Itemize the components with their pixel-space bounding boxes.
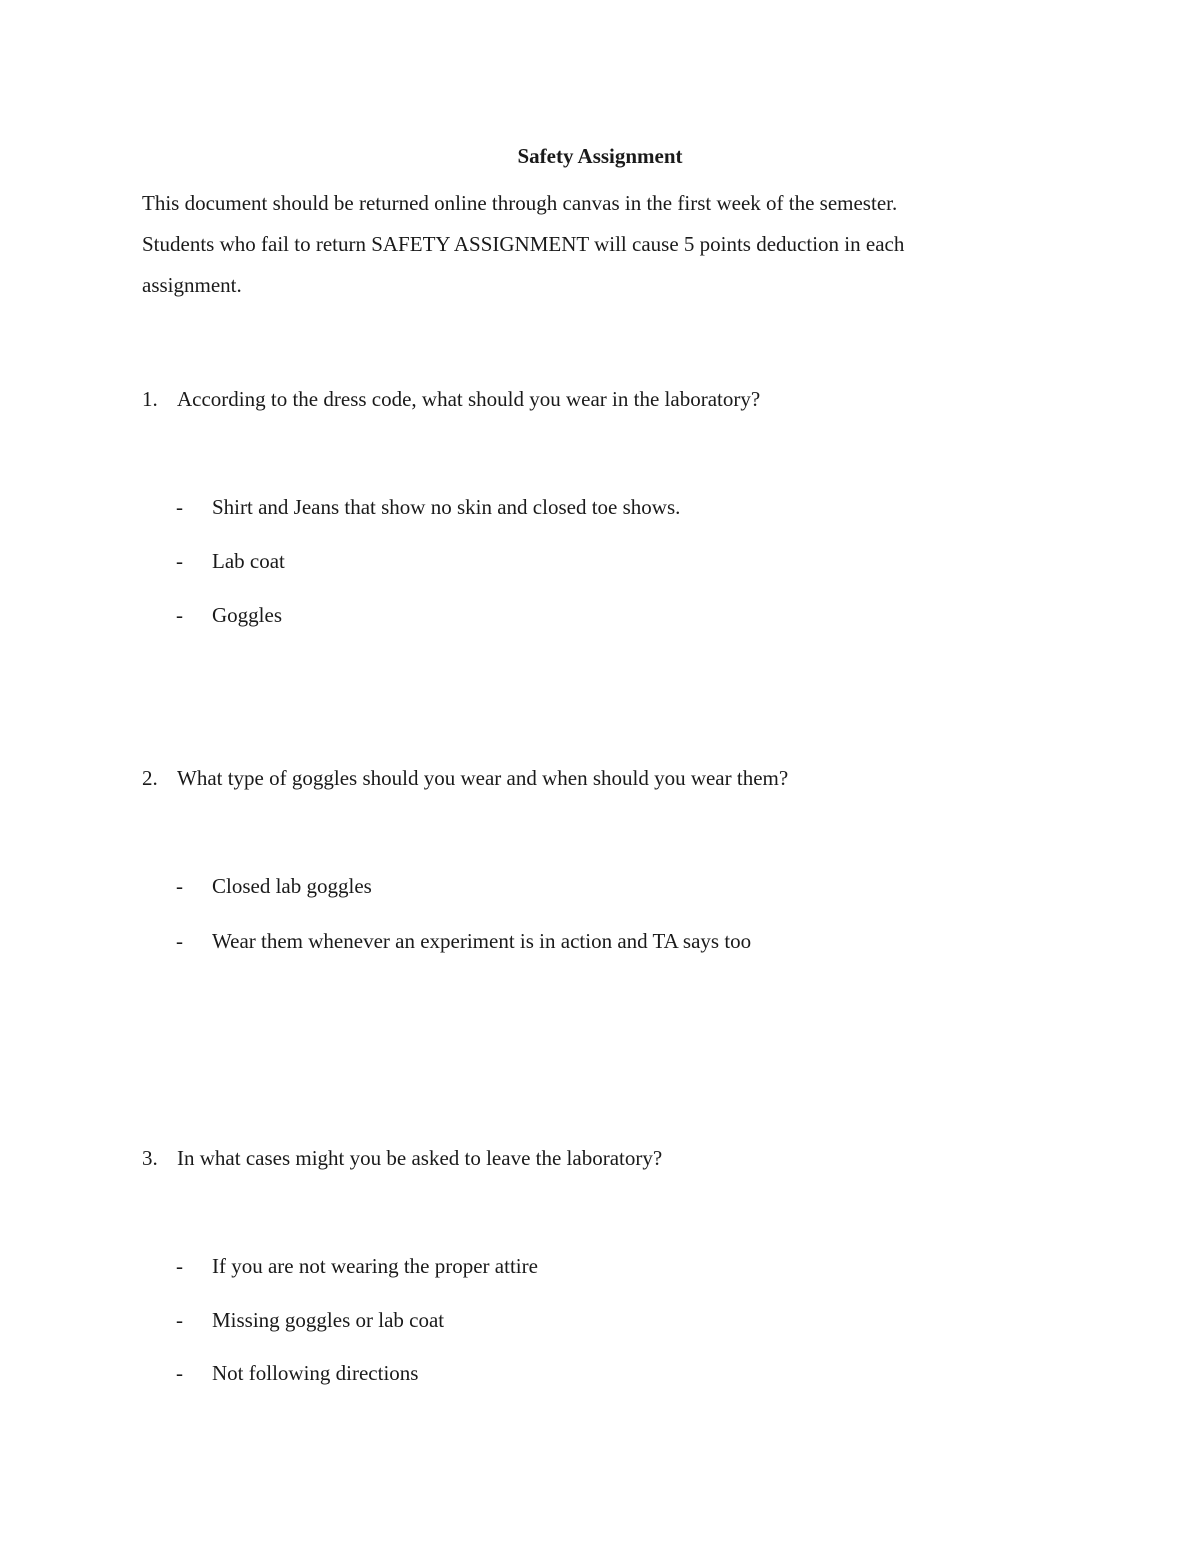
answer-text: Goggles	[212, 603, 282, 627]
question-2	[142, 765, 788, 791]
bullet-dash: -	[176, 603, 183, 627]
question-number: 3.	[142, 1146, 158, 1170]
answer-item	[176, 494, 680, 520]
bullet-dash: -	[176, 874, 183, 898]
bullet-dash: -	[176, 549, 183, 573]
question-text: What type of goggles should you wear and when should you wear them?	[177, 766, 789, 790]
question-text: In what cases might you be asked to leave the laboratory?	[177, 1146, 663, 1170]
answer-text: If you are not wearing the proper attire	[212, 1254, 538, 1278]
answer-text: Closed lab goggles	[212, 874, 372, 898]
question-number: 2.	[142, 766, 158, 790]
bullet-dash: -	[176, 1254, 183, 1278]
answer-text: Missing goggles or lab coat	[212, 1308, 445, 1332]
answer-text: Lab coat	[212, 549, 285, 573]
question-text: According to the dress code, what should you wear in the laboratory?	[177, 387, 761, 411]
bullet-dash: -	[176, 495, 183, 519]
bullet-dash: -	[176, 1361, 183, 1385]
intro-line: assignment.	[142, 273, 242, 297]
answer-text: Not following directions	[212, 1361, 419, 1385]
answer-item	[176, 1307, 444, 1333]
answer-item	[176, 602, 282, 628]
answer-item	[176, 548, 285, 574]
answer-item	[176, 873, 372, 899]
answer-text: Shirt and Jeans that show no skin and closed toe shows.	[212, 495, 681, 519]
answer-item	[176, 1253, 538, 1279]
answer-item	[176, 928, 751, 954]
question-1	[142, 386, 760, 412]
intro-line: Students who fail to return SAFETY ASSIGNMENT will cause 5 points deduction in each	[142, 232, 905, 256]
intro-paragraph	[142, 183, 1022, 306]
document-title: Safety Assignment	[517, 144, 683, 168]
question-number: 1.	[142, 387, 158, 411]
intro-line: This document should be returned online through canvas in the first week of the semester.	[142, 191, 898, 215]
question-3	[142, 1145, 662, 1171]
bullet-dash: -	[176, 1308, 183, 1332]
answer-item	[176, 1360, 418, 1386]
answer-text: Wear them whenever an experiment is in action and TA says too	[212, 929, 752, 953]
bullet-dash: -	[176, 929, 183, 953]
